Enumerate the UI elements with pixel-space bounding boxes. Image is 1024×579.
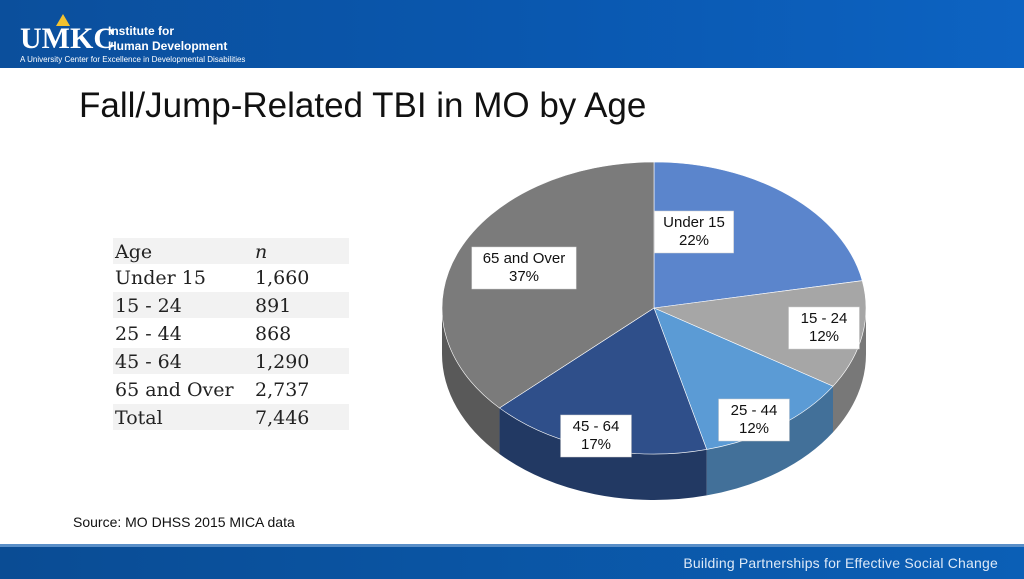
table-cell-age: 65 and Over xyxy=(113,375,253,403)
table-cell-n: 868 xyxy=(253,319,349,347)
pie-label-percent: 37% xyxy=(508,268,540,285)
table-row xyxy=(113,264,349,291)
table-cell-n: 891 xyxy=(253,291,349,319)
table-cell-age: 15 - 24 xyxy=(113,291,253,319)
pie-label-45---64 xyxy=(561,415,632,457)
pie-label-category: 45 - 64 xyxy=(572,418,620,435)
pie-label-percent: 12% xyxy=(738,420,770,437)
age-table xyxy=(113,238,349,432)
table-cell-n: 1,660 xyxy=(253,264,349,291)
umkc-logo xyxy=(20,12,246,66)
table-header-n: n xyxy=(253,238,349,264)
table-cell-n: 7,446 xyxy=(253,403,349,431)
age-pie-chart xyxy=(430,150,870,520)
pie-label-percent: 17% xyxy=(580,436,612,453)
source-note: Source: MO DHSS 2015 MICA data xyxy=(73,514,295,530)
institute-line2: Human Development xyxy=(108,39,228,53)
pie-label-category: 25 - 44 xyxy=(730,402,778,419)
table-cell-age: 45 - 64 xyxy=(113,347,253,375)
table-cell-n: 2,737 xyxy=(253,375,349,403)
table-row xyxy=(113,403,349,431)
table-cell-n: 1,290 xyxy=(253,347,349,375)
footer-slogan: Building Partnerships for Effective Social Change xyxy=(683,555,998,571)
table-row xyxy=(113,291,349,319)
table-cell-age: 25 - 44 xyxy=(113,319,253,347)
institute-line1: Institute for xyxy=(108,24,174,38)
pie-label-65-and-over xyxy=(472,247,576,289)
pie-label-category: 65 and Over xyxy=(482,250,566,267)
table-cell-age: Total xyxy=(113,403,253,431)
logo-tagline: A University Center for Excellence in Developmental Disabilities xyxy=(20,55,246,64)
page-title: Fall/Jump-Related TBI in MO by Age xyxy=(79,86,647,125)
pie-label-25---44 xyxy=(719,399,790,441)
table-row xyxy=(113,347,349,375)
table-row xyxy=(113,319,349,347)
table-row xyxy=(113,375,349,403)
table-header-age: Age xyxy=(113,238,253,264)
footer-bar xyxy=(0,544,1024,579)
table-header-row xyxy=(113,238,349,264)
pie-label-under-15 xyxy=(654,211,733,253)
header-bar xyxy=(0,0,1024,68)
pie-label-percent: 22% xyxy=(678,232,710,249)
table-cell-age: Under 15 xyxy=(113,264,253,291)
pie-label-percent: 12% xyxy=(808,328,840,345)
pie-label-category: 15 - 24 xyxy=(800,310,848,327)
pie-label-category: Under 15 xyxy=(663,214,725,231)
logo-umkc-text: UMKC xyxy=(20,22,115,55)
pie-label-15---24 xyxy=(789,307,860,349)
